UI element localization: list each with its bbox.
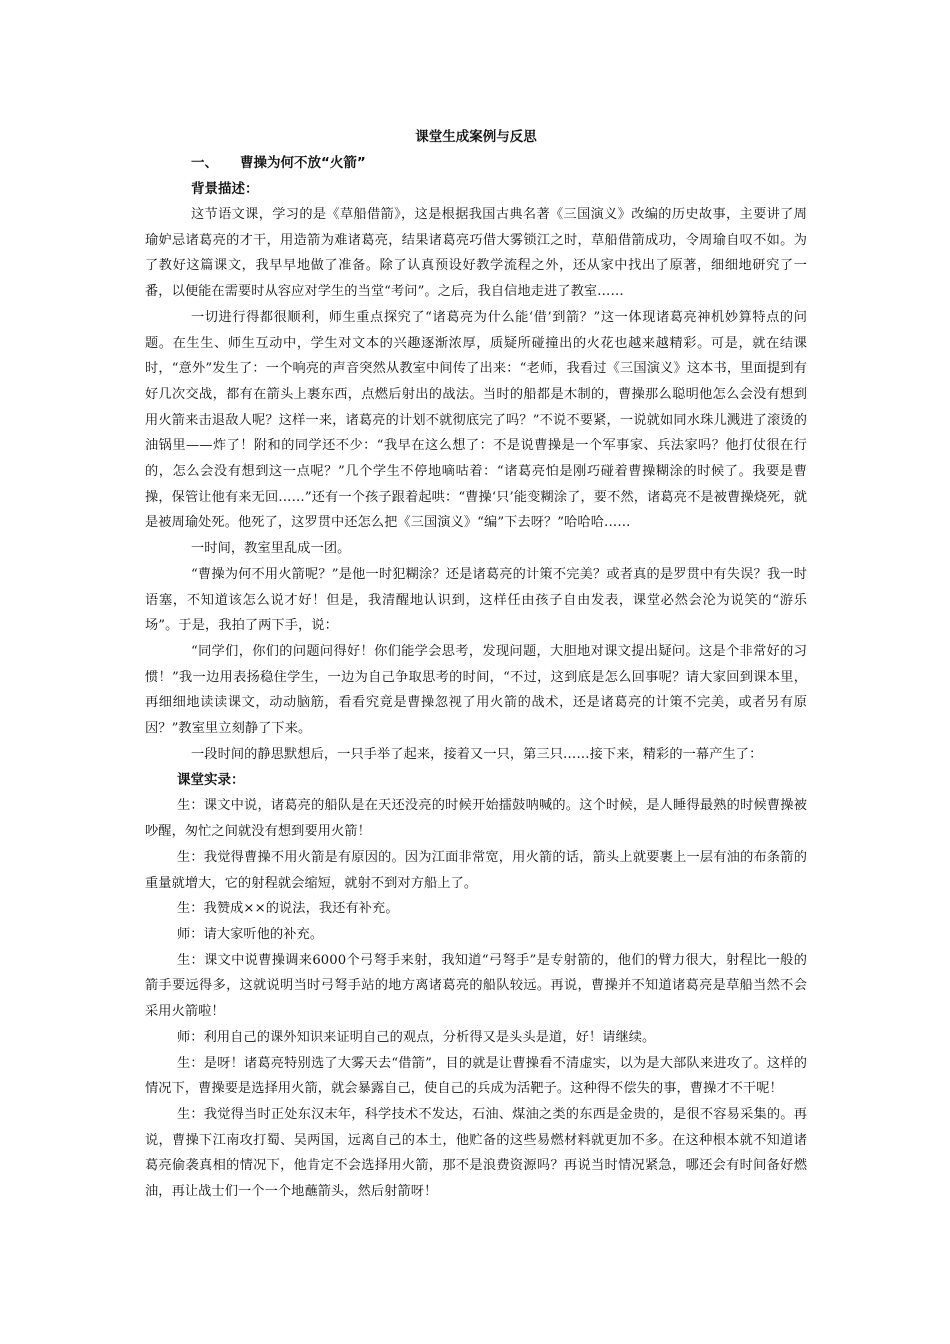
section-heading bbox=[191, 150, 807, 176]
record-paragraph: 生：我赞成××的说法，我还有补充。 bbox=[177, 901, 399, 917]
record-paragraph: 生：我觉得当时正处东汉末年，科学技术不发达，石油、煤油之类的东西是金贵的，是很不容易采集的。再说，曹操下江南攻打蜀、吴两国，远离自己的本土，他贮备的这些易燃材料就更加不多。在这种根本就不知道诸葛亮偷袭真相的情况下，他肯定不会选择用火箭，那不是浪费资源吗？再说当时情况紧急，哪还会有时间备好燃油，再让战士们一个一个地蘸箭头，然后射箭呀！ bbox=[145, 1106, 807, 1200]
record-label: 课堂实录： bbox=[177, 772, 245, 789]
background-label: 背景描述： bbox=[191, 181, 259, 197]
record-paragraph: 生：是呀！诸葛亮特别选了大雾天去“借箭”，目的就是让曹操看不清虚实，以为是大部队来进攻了。这样的情况下，曹操要是选择用火箭，就会暴露自己，使自己的兵成为活靶子。这种得不偿失的事，曹操才不干呢！ bbox=[145, 1055, 807, 1097]
section-number: 一、 bbox=[191, 155, 218, 171]
record-paragraph: 生：我觉得曹操不用火箭是有原因的。因为江面非常宽，用火箭的话，箭头上就要裹上一层有油的布条箭的重量就增大，它的射程就会缩短，就射不到对方船上了。 bbox=[145, 849, 807, 891]
document-title: 课堂生成案例与反思 bbox=[415, 129, 537, 145]
record-paragraph: 师：请大家听他的补充。 bbox=[177, 926, 324, 942]
record-paragraph: 生：课文中说曹操调来6000个弓弩手来射，我知道“弓弩手”是专射箭的，他们的臂力很大，射程比一般的箭手要远得多，这就说明当时弓弩手站的地方离诸葛亮的船队较远。再说，曹操并不知道诸葛亮是草船当然不会采用火箭啦！ bbox=[145, 952, 807, 1020]
background-paragraph: “同学们，你们的问题问得好！你们能学会思考，发现问题，大胆地对课文提出疑问。这是个非常好的习惯！”我一边用表扬稳住学生，一边为自己争取思考的时间，“不过，这到底是怎么回事呢？请大家回到课本里，再细细地读读课文，动动脑筋，看看究竟是曹操忽视了用火箭的战术，还是诸葛亮的计策不完美，或者另有原因？”教室里立刻静了下来。 bbox=[145, 643, 807, 737]
background-paragraph: 这节语文课，学习的是《草船借箭》，这是根据我国古典名著《三国演义》改编的历史故事，主要讲了周瑜妒忌诸葛亮的才干，用造箭为难诸葛亮，结果诸葛亮巧借大雾锁江之时，草船借箭成功，令周瑜自叹不如。为了教好这篇课文，我早早地做了准备。除了认真预设好教学流程之外，还从家中找出了原著，细细地研究了一番，以便能在需要时从容应对学生的当堂“考问”。之后，我自信地走进了教室…… bbox=[145, 207, 807, 300]
background-paragraph: 一时间，教室里乱成一团。 bbox=[191, 541, 351, 557]
background-paragraph: 一段时间的静思默想后，一只手举了起来，接着又一只，第三只……接下来，精彩的一幕产生了： bbox=[191, 746, 763, 762]
record-paragraph: 生：课文中说，诸葛亮的船队是在天还没亮的时候开始擂鼓呐喊的。这个时候，是人睡得最熟的时候曹操被吵醒，匆忙之间就没有想到要用火箭！ bbox=[145, 798, 807, 840]
background-paragraph: “曹操为何不用火箭呢？”是他一时犯糊涂？还是诸葛亮的计策不完美？或者真的是罗贯中有失误？我一时语塞，不知道该怎么说才好！但是，我清醒地认识到，这样任由孩子自由发表，课堂必然会沦为说笑的“游乐场”。于是，我拍了两下手，说： bbox=[145, 566, 807, 634]
section-heading-text: 曹操为何不放“火箭” bbox=[240, 155, 366, 171]
document-page bbox=[145, 124, 807, 1205]
background-paragraph: 一切进行得都很顺利，师生重点探究了“诸葛亮为什么能‘借’到箭？”这一体现诸葛亮神机妙算特点的问题。在生生、师生互动中，学生对文本的兴趣逐渐浓厚，质疑所碰撞出的火花也越来越精彩。可是，就在结课时，“意外”发生了：一个响亮的声音突然从教室中间传了出来：“老师，我看过《三国演义》这本书，里面提到有好几次交战，都有在箭头上裹东西，点燃后射出的战法。当时的船都是木制的，曹操那么聪明他怎么会没有想到用火箭来击退敌人呢？这样一来，诸葛亮的计划不就彻底完了吗？”不说不要紧，一说就如同水珠儿溅进了滚烫的油锅里——炸了！附和的同学还不少：“我早在这么想了：不是说曹操是一个军事家、兵法家吗？他打仗很在行的，怎么会没有想到这一点呢？”几个学生不停地嘀咕着：“诸葛亮怕是刚巧碰着曹操糊涂的时候了。我要是曹操，保管让他有来无回……”还有一个孩子跟着起哄：“曹操‘只’能变糊涂了，要不然，诸葛亮不是被曹操烧死，就是被周瑜处死。他死了，这罗贯中还怎么把《三国演义》“编”下去呀？”哈哈哈…… bbox=[145, 309, 807, 531]
record-paragraph: 师：利用自己的课外知识来证明自己的观点，分析得又是头头是道，好！请继续。 bbox=[177, 1029, 656, 1045]
